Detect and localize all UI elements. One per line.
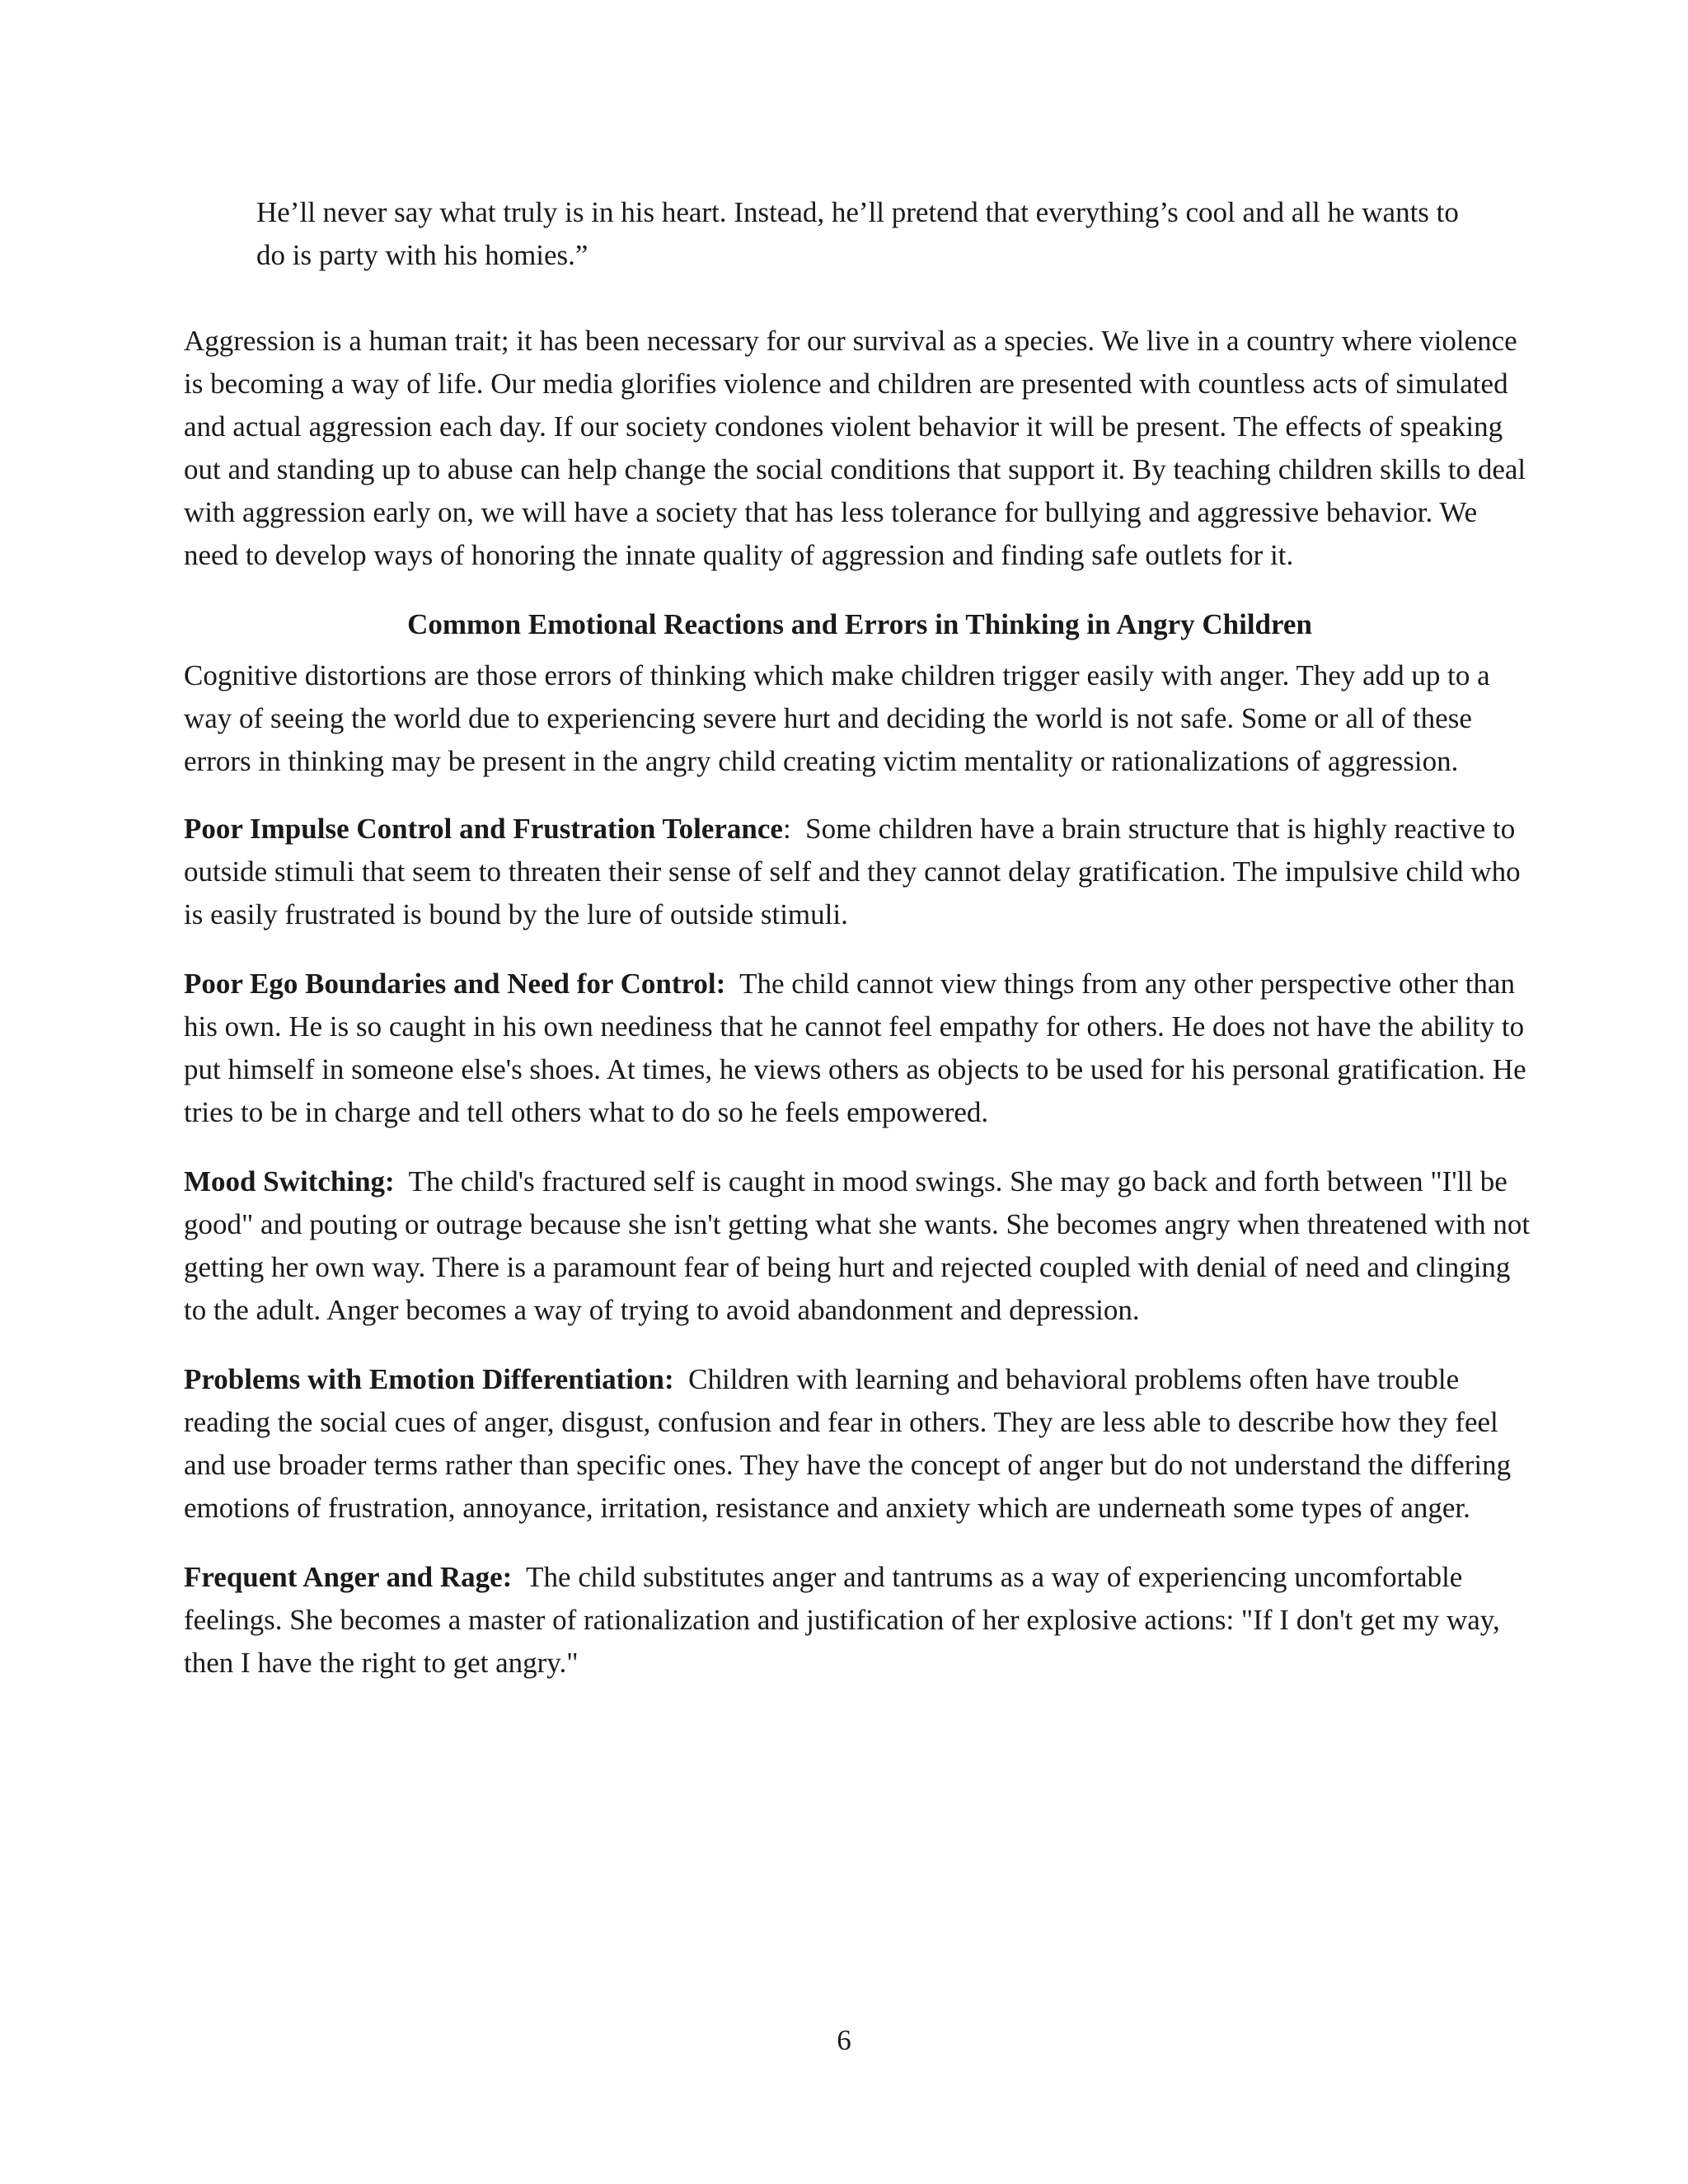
intro-paragraph: Aggression is a human trait; it has been necessary for our survival as a species. We live in a country where violence is becoming a way of life. Our media glorifies violence and children are presented with countless acts of simulated and actual aggression each day. If our society condones violent behavior it will be present. The effects of speaking out and standing up to abuse can help change the social conditions that support it. By teaching children skills to deal with aggression early on, we will have a society that has less tolerance for bullying and aggressive behavior. We need to develop ways of honoring the innate quality of aggression and finding safe outlets for it.	[184, 325, 1526, 571]
item-ego-boundaries	[184, 963, 1536, 1134]
item-text: The child's fractured self is caught in mood swings. She may go back and forth between "I'll be good" and pouting or outrage because she isn't getting what she wants. She becomes angry when threatened with not getting her own way. There is a paramount fear of being hurt and rejected coupled with denial of need and clinging to the adult. Anger becomes a way of trying to avoid abandonment and depression.	[184, 1165, 1531, 1326]
item-emotion-differentiation	[184, 1358, 1536, 1530]
item-text: The child cannot view things from any other perspective other than his own. He is so caught in his own neediness that he cannot feel empathy for others. He does not have the ability to put himself in someone else's shoes. At times, he views others as objects to be used for his personal gratification. He tries to be in charge and tell others what to do so he feels empowered.	[184, 968, 1526, 1128]
item-term: Mood Switching:	[184, 1165, 395, 1197]
item-text: Children with learning and behavioral problems often have trouble reading the social cues of anger, disgust, confusion and fear in others. They are less able to describe how they feel and use broader terms rather than specific ones. They have the concept of anger but do not understand the differing emotions of frustration, annoyance, irritation, resistance and anxiety which are underneath some types of anger.	[184, 1363, 1512, 1524]
section-heading: Common Emotional Reactions and Errors in Thinking in Angry Children	[407, 608, 1312, 640]
page-number: 6	[837, 2024, 851, 2056]
item-term: Frequent Anger and Rage:	[184, 1561, 513, 1593]
item-separator	[674, 1363, 689, 1395]
section-intro-paragraph: Cognitive distortions are those errors of thinking which make children trigger easily with anger. They add up to a way of seeing the world due to experiencing severe hurt and deciding the world is not safe. Some or all of these errors in thinking may be present in the angry child creating victim mentality or rationalizations of aggression.	[184, 659, 1490, 777]
item-separator	[395, 1165, 409, 1197]
document-page	[184, 191, 1536, 1711]
item-separator	[725, 968, 739, 1000]
item-term: Problems with Emotion Differentiation:	[184, 1363, 674, 1395]
item-term: Poor Ego Boundaries and Need for Control:	[184, 968, 726, 1000]
item-impulse-control	[184, 808, 1536, 936]
item-separator	[512, 1561, 526, 1593]
item-text: Some children have a brain structure that is highly reactive to outside stimuli that seem to threaten their sense of self and they cannot delay gratification. The impulsive child who is easily frustrated is bound by the lure of outside stimuli.	[184, 813, 1521, 930]
item-mood-switching	[184, 1160, 1536, 1332]
item-text: The child substitutes anger and tantrums as a way of experiencing uncomfortable feelings. She becomes a master of rationalization and justification of her explosive actions: "If I don't get my way, then I have the right to get angry."	[184, 1561, 1500, 1679]
item-anger-and-rage	[184, 1556, 1536, 1685]
item-term: Poor Impulse Control and Frustration Tolerance	[184, 813, 783, 845]
item-separator: :	[782, 813, 806, 845]
block-quote: He’ll never say what truly is in his heart. Instead, he’ll pretend that everything’s cool and all he wants to do is party with his homies.”	[256, 196, 1459, 271]
